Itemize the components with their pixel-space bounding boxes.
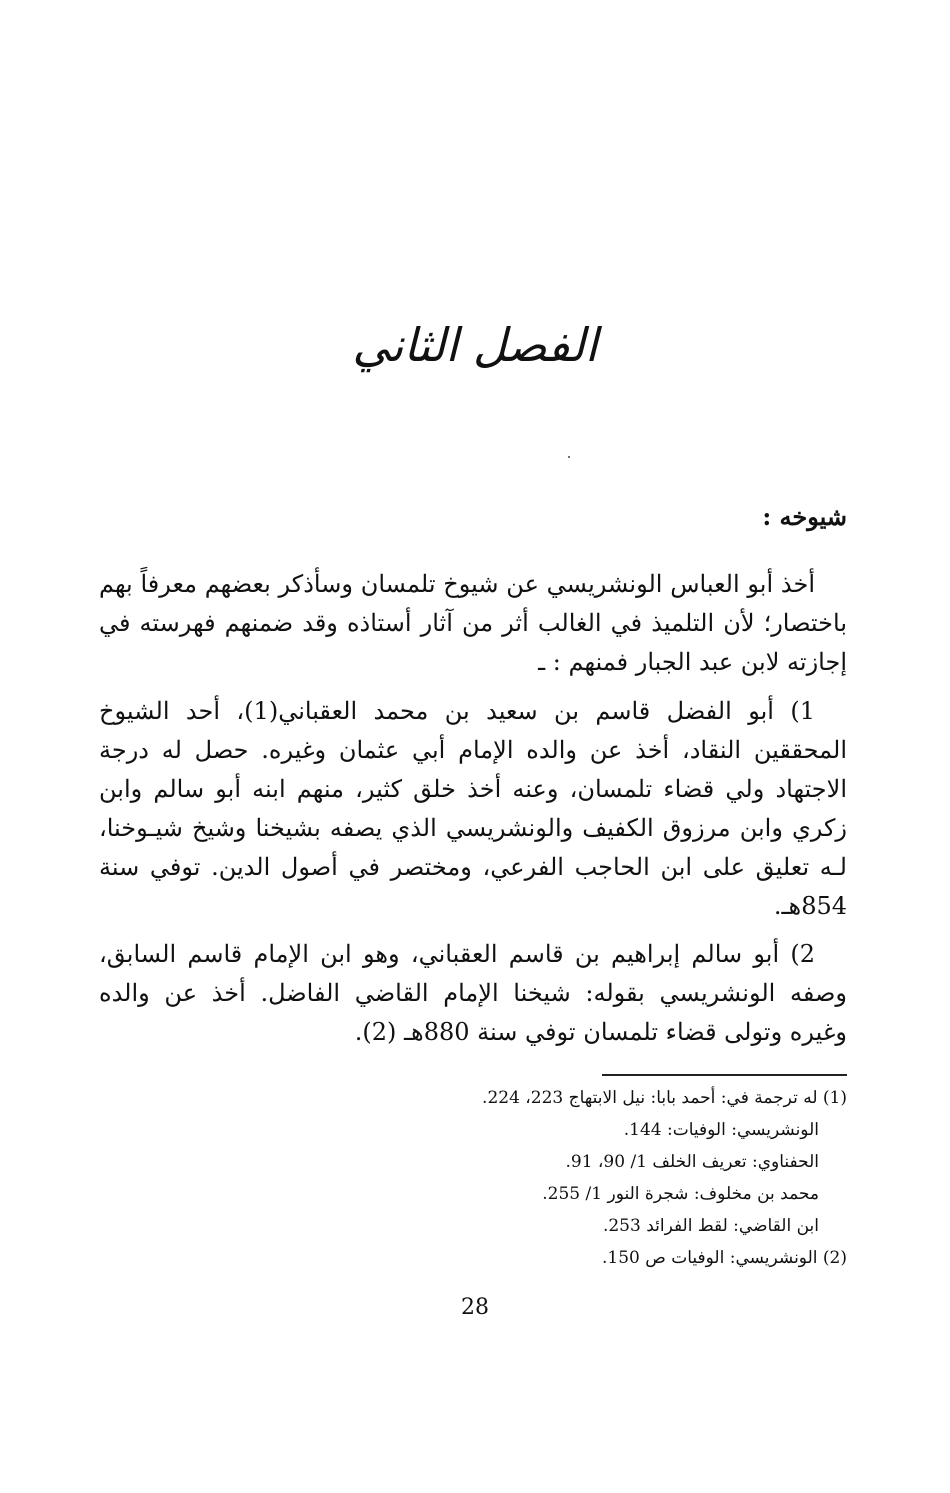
- footnote-1-ref: الونشريسي: الوفيات: 144.: [623, 1120, 819, 1140]
- main-text: [99, 497, 847, 1061]
- teacher-entry-1: 1) أبو الفضل قاسم بن سعيد بن محمد العقباني(1)، أحد الشيوخ المحققين النقاد، أخذ عن والده الإمام أبي عثمان وغيره. حصل له درجة الاجتهاد ولي قضاء تلمسان، وعنه أخذ خلق كثير، منهم ابنه أبو سالم وابن زكري وابن مرزوق الكفيف والونشريسي الذي يصفه بشيخنا وشيخ شيـوخنا، لـه تعليق على ابن الحاجب الفرعي، ومختصر في أصول الدين. توفي سنة 854هـ.: [99, 697, 847, 920]
- chapter-title: الفصل الثاني: [352, 318, 598, 372]
- footnote-1: (1) له ترجمة في: أحمد بابا: نيل الابتهاج 223، 224.: [482, 1088, 847, 1108]
- section-heading: شيوخه :: [762, 502, 847, 531]
- footnote-1-ref: محمد بن مخلوف: شجرة النور 1/ 255.: [542, 1184, 819, 1204]
- footnotes: [99, 1082, 847, 1274]
- footnote-1-ref: الحفناوي: تعريف الخلف 1/ 90، 91.: [565, 1152, 819, 1172]
- footnote-2: (2) الونشريسي: الوفيات ص 150.: [601, 1248, 847, 1268]
- footnote-separator: [602, 1074, 847, 1076]
- page-number: 28: [461, 1295, 489, 1320]
- teacher-entry-2: 2) أبو سالم إبراهيم بن قاسم العقباني، وهو ابن الإمام قاسم السابق، وصفه الونشريسي بقوله: شيخنا الإمام القاضي الفاضل. أخذ عن والده وغيره وتولى قضاء تلمسان توفي سنة 880هـ (2).: [99, 940, 847, 1046]
- intro-paragraph: أخذ أبو العباس الونشريسي عن شيوخ تلمسان وسأذكر بعضهم معرفاً بهم باختصار؛ لأن التلميذ في الغالب أثر من آثار أستاذه وقد ضمنهم فهرسته في إجازته لابن عبد الجبار فمنهم : ـ: [99, 570, 847, 676]
- stray-mark: [568, 456, 570, 458]
- footnote-1-ref: ابن القاضي: لقط الفرائد 253.: [602, 1216, 819, 1236]
